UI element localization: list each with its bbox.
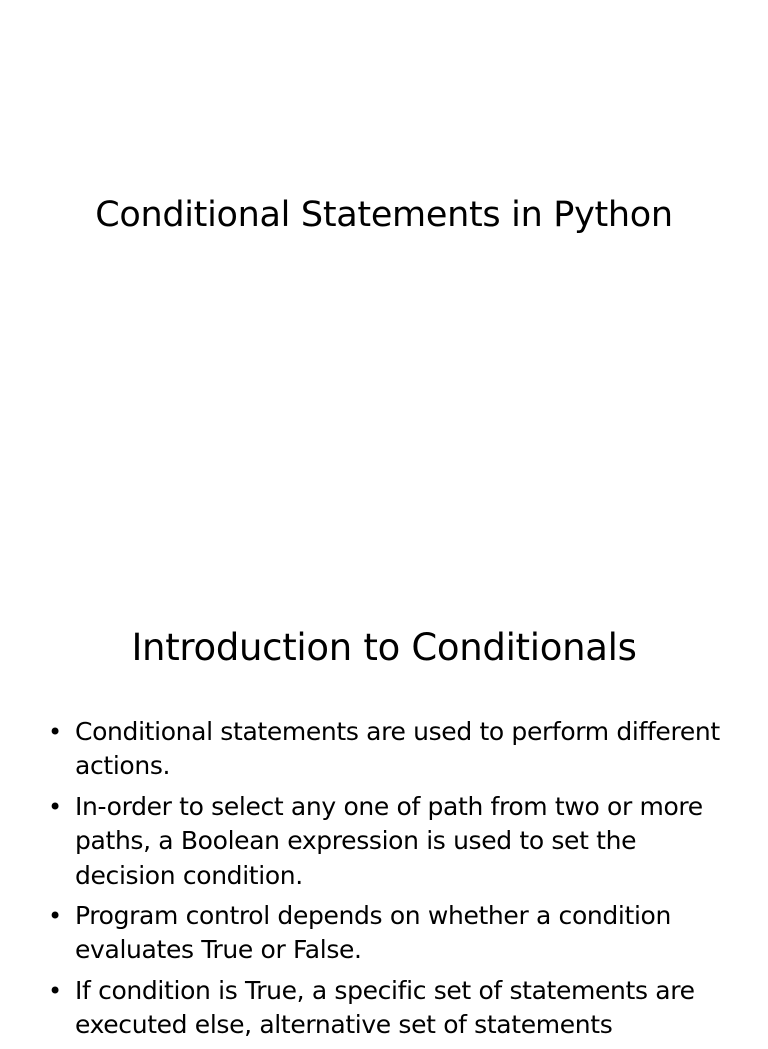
bullet-text: In-order to select any one of path from two or more paths, a Boolean expression is used to set the decision condition. (75, 791, 703, 890)
presentation-title: Conditional Statements in Python (95, 195, 673, 235)
bullet-item (48, 715, 728, 784)
bullet-item (48, 790, 728, 893)
bullet-list (48, 715, 728, 1049)
bullet-text: Program control depends on whether a condition evaluates True or False. (75, 901, 671, 965)
bullet-icon: • (48, 976, 62, 1005)
slide-heading: Introduction to Conditionals (131, 626, 637, 669)
content-slide (0, 576, 768, 1040)
bullet-icon: • (48, 902, 62, 931)
bullet-item (48, 974, 728, 1043)
bullet-icon: • (48, 718, 62, 746)
bullet-text: Conditional statements are used to perform different actions. (75, 717, 720, 781)
bullet-text: If condition is True, a specific set of statements are executed else, alternative set of statements (75, 975, 695, 1040)
bullet-icon: • (48, 792, 62, 821)
bullet-item (48, 899, 728, 968)
